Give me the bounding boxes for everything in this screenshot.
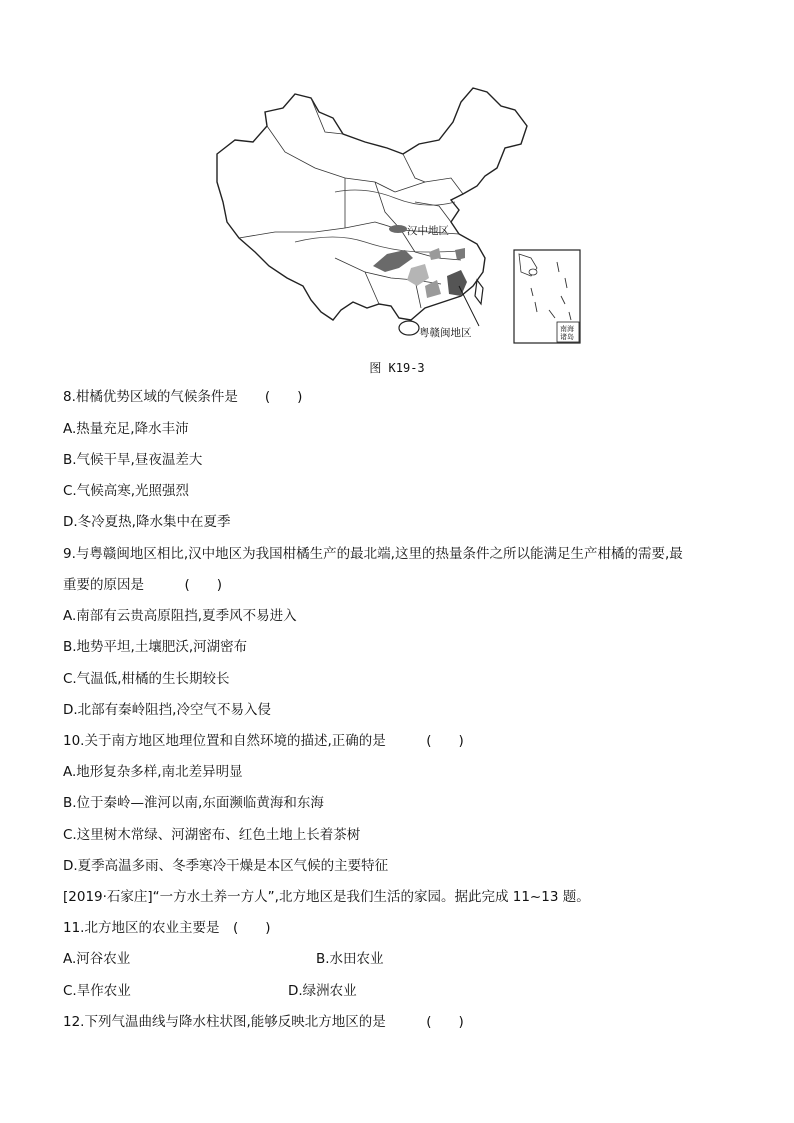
q11-option-c: C.旱作农业 [63, 983, 131, 999]
q9-option-c: C.气温低,柑橘的生长期较长 [63, 671, 230, 687]
china-citrus-map [215, 82, 585, 347]
q8-option-b: B.气候干旱,昼夜温差大 [63, 452, 203, 468]
south-china-sea-inset [514, 250, 580, 343]
q10-option-d: D.夏季高温多雨、冬季寒冷干燥是本区气候的主要特征 [63, 858, 389, 874]
q10-stem: 10.关于南方地区地理位置和自然环境的描述,正确的是 ( ) [63, 733, 464, 749]
inset-label-1: 南海 [560, 325, 574, 333]
q9-stem-line1: 9.与粤赣闽地区相比,汉中地区为我国柑橘生产的最北端,这里的热量条件之所以能满足生产柑橘的需要,最 [63, 546, 683, 562]
q10-option-b: B.位于秦岭—淮河以南,东面濒临黄海和东海 [63, 795, 324, 811]
label-yuegan: 粤赣闽地区 [419, 327, 472, 339]
inset-label-2: 诸岛 [560, 333, 574, 341]
q11-option-b: B.水田农业 [316, 951, 384, 967]
q9-option-a: A.南部有云贵高原阻挡,夏季风不易进入 [63, 608, 297, 624]
q8-option-d: D.冬冷夏热,降水集中在夏季 [63, 514, 231, 530]
q10-option-c: C.这里树木常绿、河湖密布、红色土地上长着茶树 [63, 827, 361, 843]
q8-option-c: C.气候高寒,光照强烈 [63, 483, 190, 499]
section-intro: [2019·石家庄]“一方水土养一方人”,北方地区是我们生活的家园。据此完成 11~13 题。 [63, 889, 590, 905]
label-hanzhong: 汉中地区 [407, 225, 449, 237]
q8-option-a: A.热量充足,降水丰沛 [63, 421, 189, 437]
q9-option-b: B.地势平坦,土壤肥沃,河湖密布 [63, 639, 248, 655]
q9-stem-line2: 重要的原因是 ( ) [63, 577, 223, 593]
figure-caption: 图 K19-3 [369, 361, 425, 375]
q11-option-d: D.绿洲农业 [288, 983, 357, 999]
q11-option-a: A.河谷农业 [63, 951, 131, 967]
q8-stem: 8.柑橘优势区域的气候条件是 ( ) [63, 389, 303, 405]
q10-option-a: A.地形复杂多样,南北差异明显 [63, 764, 243, 780]
q12-stem: 12.下列气温曲线与降水柱状图,能够反映北方地区的是 ( ) [63, 1014, 464, 1030]
q11-stem: 11.北方地区的农业主要是 ( ) [63, 920, 271, 936]
hanzhong-region [389, 225, 407, 233]
q9-option-d: D.北部有秦岭阻挡,冷空气不易入侵 [63, 702, 271, 718]
map-svg [215, 82, 585, 347]
